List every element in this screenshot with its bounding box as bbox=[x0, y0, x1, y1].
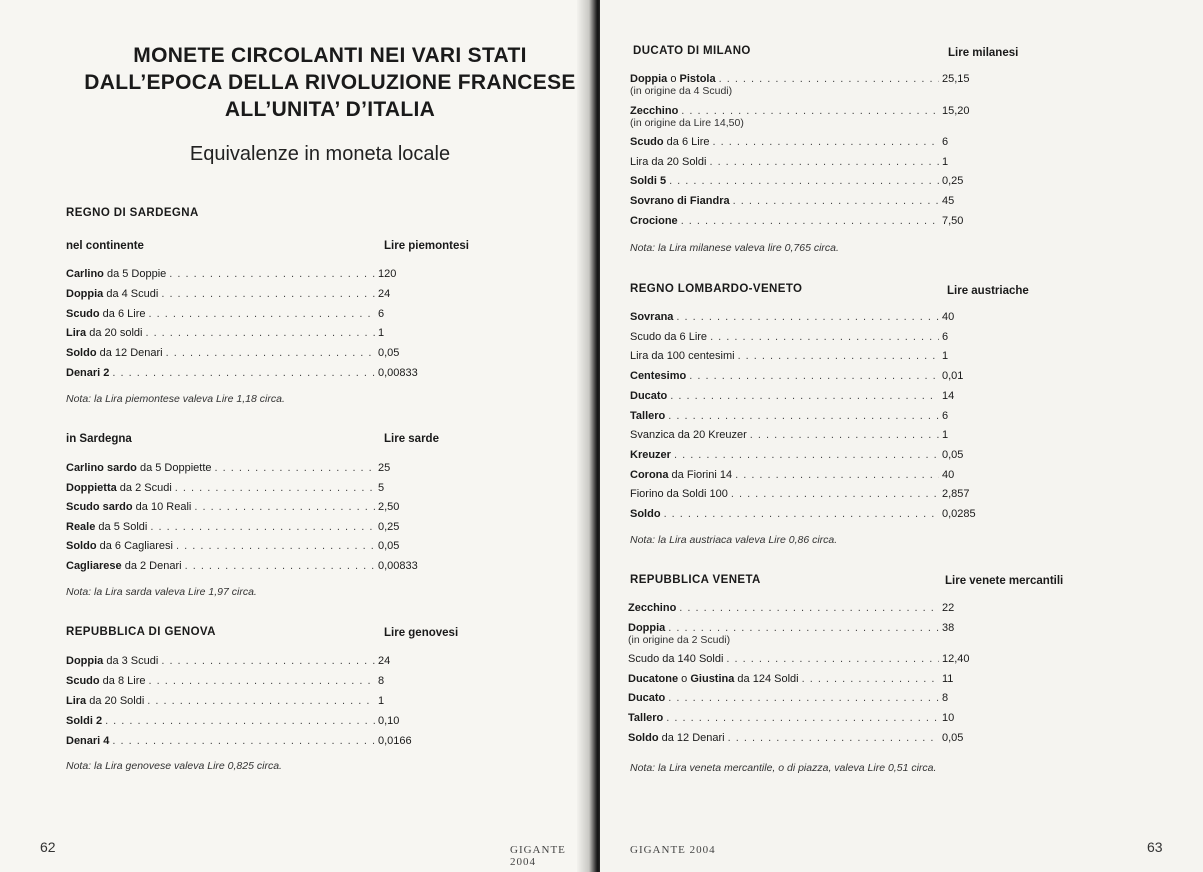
page-number-left: 62 bbox=[40, 839, 56, 855]
coin-name-bold: Ducatone bbox=[628, 672, 679, 685]
coin-name bbox=[66, 287, 158, 301]
page-title bbox=[40, 42, 620, 123]
coin-row bbox=[66, 346, 426, 360]
note-genovese: Nota: la Lira genovese valeva Lire 0,825 circa. bbox=[66, 760, 282, 772]
coin-row bbox=[628, 621, 990, 635]
coin-row bbox=[66, 694, 426, 708]
coin-name-plain: da 20 Soldi bbox=[86, 695, 145, 707]
coin-value: 0,00833 bbox=[378, 559, 418, 572]
coin-name bbox=[630, 349, 735, 363]
coin-value: 0,25 bbox=[378, 520, 400, 533]
coin-name bbox=[66, 481, 172, 495]
coin-row bbox=[66, 539, 426, 553]
coin-note: (in origine da 4 Scudi) bbox=[630, 85, 733, 97]
subsection-label-sardegna: in Sardegna bbox=[66, 433, 132, 445]
coin-name bbox=[628, 691, 665, 705]
coin-name-plain: da 3 Scudi bbox=[103, 655, 159, 667]
coin-name bbox=[66, 461, 212, 475]
coin-name-bold: Soldi 5 bbox=[630, 175, 667, 188]
coin-name bbox=[66, 326, 142, 340]
coin-name-plain: da 5 Doppiette bbox=[136, 462, 212, 474]
coin-name-bold: Doppia bbox=[66, 655, 104, 667]
coin-name-bold: Carlino sardo bbox=[66, 462, 137, 474]
coin-name-bold: Tallero bbox=[628, 712, 664, 724]
coin-name bbox=[628, 621, 665, 635]
dot-leader bbox=[689, 369, 939, 383]
coin-name-plain: da 6 Lire bbox=[663, 136, 710, 149]
coin-value: 1 bbox=[378, 327, 385, 340]
coin-row bbox=[66, 559, 426, 573]
coin-name-plain: da 5 Doppie bbox=[103, 268, 167, 280]
currency-header-milanesi: Lire milanesi bbox=[948, 47, 1019, 59]
coin-value: 38 bbox=[942, 621, 955, 634]
page-number-right: 63 bbox=[1147, 839, 1163, 855]
coin-value: 6 bbox=[378, 307, 385, 320]
coin-name-plain: da 12 Denari bbox=[96, 347, 163, 360]
coin-row bbox=[630, 349, 990, 363]
coin-value: 0,0166 bbox=[378, 735, 412, 747]
coin-name-plain: o bbox=[678, 672, 691, 685]
coin-name-bold: Doppia bbox=[628, 621, 666, 634]
coin-name-bold: Zecchino bbox=[628, 602, 677, 614]
dot-leader bbox=[726, 652, 939, 666]
coin-row bbox=[630, 330, 990, 344]
coin-name bbox=[66, 674, 146, 688]
coin-row bbox=[630, 369, 990, 383]
coin-name-bold: Corona bbox=[630, 468, 669, 481]
coin-name bbox=[628, 601, 676, 615]
coin-value: 25,15 bbox=[942, 73, 970, 85]
coin-name-plain: da 124 Soldi bbox=[734, 672, 799, 685]
coin-name-plain: o bbox=[667, 73, 680, 85]
coin-name bbox=[66, 539, 173, 553]
note-austriaca: Nota: la Lira austriaca valeva Lire 0,86 circa. bbox=[630, 534, 838, 546]
coin-name-plain: Scudo da 6 Lire bbox=[630, 330, 708, 343]
coin-value: 1 bbox=[942, 155, 949, 168]
title-line: ALL’UNITA’ D’ITALIA bbox=[224, 98, 436, 121]
currency-header-venete: Lire venete mercantili bbox=[945, 575, 1064, 587]
coin-name-plain: da 10 Reali bbox=[132, 501, 192, 513]
dot-leader bbox=[215, 461, 375, 475]
coin-value: 0,05 bbox=[378, 540, 400, 552]
coin-name bbox=[66, 366, 109, 380]
coin-name-bold: Scudo sardo bbox=[66, 501, 133, 513]
coin-name bbox=[630, 194, 730, 208]
coin-name-bold: Soldo bbox=[66, 540, 97, 552]
section-heading-veneta: REPUBBLICA VENETA bbox=[630, 574, 761, 586]
dot-leader bbox=[674, 448, 939, 462]
dot-leader bbox=[668, 621, 939, 635]
section-heading-lombardo-veneto: REGNO LOMBARDO-VENETO bbox=[630, 283, 803, 295]
coin-name bbox=[630, 468, 732, 482]
coin-name bbox=[66, 694, 144, 708]
coin-value: 1 bbox=[378, 695, 385, 707]
coin-value: 0,10 bbox=[378, 715, 400, 727]
coin-row bbox=[628, 672, 990, 686]
coin-name bbox=[630, 72, 716, 86]
coin-row bbox=[630, 214, 990, 228]
coin-name bbox=[630, 214, 678, 228]
coin-value: 8 bbox=[942, 692, 949, 705]
coin-value: 40 bbox=[942, 311, 955, 323]
dot-leader bbox=[668, 691, 939, 705]
coin-value: 0,0285 bbox=[942, 508, 976, 520]
coin-row bbox=[66, 500, 426, 514]
coin-name bbox=[66, 654, 158, 668]
dot-leader bbox=[713, 135, 940, 149]
coin-value: 0,05 bbox=[378, 347, 400, 360]
coin-name-bold: Sovrana bbox=[630, 311, 674, 323]
coin-name bbox=[66, 500, 191, 514]
coin-row bbox=[66, 654, 426, 668]
coin-name-bold: Giustina bbox=[690, 672, 735, 685]
coin-name bbox=[66, 559, 182, 573]
coin-value: 24 bbox=[378, 655, 391, 667]
coin-value: 0,05 bbox=[942, 731, 964, 744]
coin-row bbox=[630, 194, 990, 208]
coin-name-bold: Denari 4 bbox=[66, 735, 110, 747]
coin-row bbox=[628, 711, 990, 725]
coin-name-bold: Ducato bbox=[630, 389, 668, 402]
coin-name bbox=[630, 310, 673, 324]
coin-row bbox=[66, 267, 426, 281]
coin-value: 1 bbox=[942, 350, 949, 363]
dot-leader bbox=[145, 326, 375, 340]
coin-name-bold: Crocione bbox=[630, 214, 678, 227]
dot-leader bbox=[185, 559, 375, 573]
dot-leader bbox=[664, 507, 939, 521]
coin-value: 0,25 bbox=[942, 175, 964, 188]
dot-leader bbox=[670, 389, 939, 403]
coin-name-plain: Fiorino da Soldi 100 bbox=[630, 488, 728, 501]
coin-name-bold: Scudo bbox=[66, 307, 100, 320]
coin-row bbox=[630, 507, 990, 521]
coin-name-plain: Lira da 20 Soldi bbox=[630, 155, 707, 168]
coin-value: 25 bbox=[378, 462, 391, 474]
dot-leader bbox=[194, 500, 375, 514]
coin-value: 0,05 bbox=[942, 448, 964, 461]
currency-header-genovesi: Lire genovesi bbox=[384, 627, 459, 639]
currency-header-piemontesi: Lire piemontesi bbox=[384, 240, 469, 252]
dot-leader bbox=[105, 714, 375, 728]
dot-leader bbox=[728, 731, 939, 745]
title-line: MONETE CIRCOLANTI NEI VARI STATI bbox=[133, 44, 527, 67]
dot-leader bbox=[161, 654, 375, 668]
coin-value: 0,00833 bbox=[378, 367, 418, 379]
coin-name-bold: Doppia bbox=[630, 73, 668, 85]
coin-name bbox=[66, 734, 109, 748]
section-heading-genova: REPUBBLICA DI GENOVA bbox=[66, 626, 216, 638]
coin-name bbox=[628, 672, 799, 686]
coin-row bbox=[630, 468, 990, 482]
coin-name-plain: da 8 Lire bbox=[99, 675, 146, 687]
page-subtitle: Equivalenze in moneta locale bbox=[189, 143, 451, 165]
dot-leader bbox=[150, 520, 375, 534]
coin-name bbox=[66, 714, 102, 728]
coin-name bbox=[630, 330, 707, 344]
coin-value: 5 bbox=[378, 481, 385, 494]
coin-name bbox=[628, 652, 723, 666]
coin-name-plain: da 2 Denari bbox=[121, 559, 182, 572]
coin-name-bold: Reale bbox=[66, 520, 96, 533]
coin-value: 12,40 bbox=[942, 653, 970, 666]
coin-row bbox=[66, 326, 426, 340]
coin-name bbox=[630, 448, 671, 462]
dot-leader bbox=[147, 694, 375, 708]
coin-value: 1 bbox=[942, 429, 949, 442]
coin-value: 40 bbox=[942, 468, 955, 481]
note-sarda: Nota: la Lira sarda valeva Lire 1,97 circa. bbox=[66, 586, 257, 598]
dot-leader bbox=[750, 428, 939, 442]
coin-name bbox=[630, 104, 678, 118]
coin-value: 24 bbox=[378, 287, 391, 300]
coin-name-bold: Soldi 2 bbox=[66, 715, 103, 727]
coin-row bbox=[628, 652, 990, 666]
coin-value: 2,857 bbox=[942, 488, 970, 501]
coin-name-plain: da 12 Denari bbox=[658, 731, 725, 744]
coin-name-bold: Scudo bbox=[630, 136, 664, 149]
coin-row bbox=[628, 601, 990, 615]
coin-name bbox=[628, 711, 663, 725]
coin-name-bold: Carlino bbox=[66, 268, 104, 280]
coin-name bbox=[630, 428, 747, 442]
coin-row bbox=[66, 307, 426, 321]
dot-leader bbox=[166, 346, 375, 360]
coin-name-bold: Lira bbox=[66, 695, 87, 707]
coin-name bbox=[66, 307, 146, 321]
coin-row bbox=[66, 481, 426, 495]
coin-row bbox=[628, 691, 990, 705]
coin-name bbox=[66, 520, 147, 534]
coin-row bbox=[66, 734, 426, 748]
dot-leader bbox=[676, 310, 939, 324]
coin-note: (in origine da Lire 14,50) bbox=[630, 116, 744, 129]
coin-name bbox=[630, 389, 667, 403]
coin-name bbox=[66, 346, 163, 360]
section-heading-milano: DUCATO DI MILANO bbox=[633, 45, 751, 57]
coin-row bbox=[630, 174, 990, 188]
subsection-label-continente: nel continente bbox=[66, 240, 144, 252]
coin-name-plain: da 6 Cagliaresi bbox=[96, 540, 173, 552]
coin-row bbox=[630, 72, 990, 86]
dot-leader bbox=[669, 174, 939, 188]
coin-name-plain: da 20 soldi bbox=[86, 327, 143, 340]
coin-name-bold: Scudo bbox=[66, 675, 100, 687]
dot-leader bbox=[733, 194, 939, 208]
coin-value: 45 bbox=[942, 195, 955, 207]
dot-leader bbox=[169, 267, 375, 281]
coin-row bbox=[66, 714, 426, 728]
coin-name-bold: Ducato bbox=[628, 692, 666, 705]
note-piemontese: Nota: la Lira piemontese valeva Lire 1,18 circa. bbox=[66, 393, 285, 405]
dot-leader bbox=[176, 539, 375, 553]
coin-row bbox=[630, 135, 990, 149]
coin-row bbox=[628, 731, 990, 745]
coin-name-bold: Kreuzer bbox=[630, 448, 671, 461]
coin-name-bold: Centesimo bbox=[630, 370, 687, 383]
coin-note: (in origine da 2 Scudi) bbox=[628, 633, 731, 646]
coin-row bbox=[630, 389, 990, 403]
dot-leader bbox=[175, 481, 375, 495]
dot-leader bbox=[802, 672, 939, 686]
coin-row bbox=[66, 366, 426, 380]
dot-leader bbox=[161, 287, 375, 301]
coin-name bbox=[630, 409, 665, 423]
coin-value: 6 bbox=[942, 409, 949, 422]
coin-value: 14 bbox=[942, 389, 955, 402]
coin-name bbox=[630, 507, 661, 521]
coin-name-bold: Soldo bbox=[66, 347, 97, 360]
coin-name bbox=[630, 487, 728, 501]
running-footer-left: GIGANTE 2004 bbox=[510, 844, 566, 868]
coin-name bbox=[630, 369, 686, 383]
dot-leader bbox=[149, 674, 376, 688]
coin-row bbox=[630, 448, 990, 462]
coin-value: 6 bbox=[942, 330, 949, 343]
dot-leader bbox=[112, 734, 375, 748]
coin-name-bold: Doppia bbox=[66, 287, 104, 300]
coin-name-plain: da Fiorini 14 bbox=[668, 468, 733, 481]
coin-name-plain: Lira da 100 centesimi bbox=[630, 350, 735, 363]
section-heading-sardegna: REGNO DI SARDEGNA bbox=[66, 207, 199, 219]
coin-row bbox=[66, 287, 426, 301]
note-veneta: Nota: la Lira veneta mercantile, o di piazza, valeva Lire 0,51 circa. bbox=[630, 762, 937, 774]
coin-name-bold: Soldo bbox=[630, 508, 661, 520]
coin-row bbox=[66, 461, 426, 475]
coin-name-bold: Cagliarese bbox=[66, 559, 122, 572]
dot-leader bbox=[709, 155, 939, 169]
coin-name bbox=[66, 267, 166, 281]
coin-value: 10 bbox=[942, 712, 955, 724]
coin-value: 120 bbox=[378, 268, 397, 280]
coin-value: 2,50 bbox=[378, 501, 400, 513]
dot-leader bbox=[681, 214, 939, 228]
coin-name-plain: da 6 Lire bbox=[99, 307, 146, 320]
dot-leader bbox=[681, 104, 939, 118]
currency-header-austriache: Lire austriache bbox=[947, 285, 1029, 297]
coin-value: 8 bbox=[378, 675, 385, 687]
coin-name-plain: Scudo da 140 Soldi bbox=[628, 653, 724, 666]
coin-name-bold: Lira bbox=[66, 327, 87, 340]
coin-name-bold: Sovrano di Fiandra bbox=[630, 195, 730, 207]
dot-leader bbox=[666, 711, 939, 725]
dot-leader bbox=[679, 601, 939, 615]
coin-value: 6 bbox=[942, 136, 949, 149]
title-line: DALL’EPOCA DELLA RIVOLUZIONE FRANCESE bbox=[84, 71, 576, 94]
coin-row bbox=[630, 310, 990, 324]
coin-name bbox=[630, 155, 706, 169]
coin-name-plain: da 5 Soldi bbox=[95, 520, 148, 533]
coin-value: 15,20 bbox=[942, 104, 970, 117]
coin-row bbox=[630, 155, 990, 169]
coin-name bbox=[630, 174, 666, 188]
coin-value: 0,01 bbox=[942, 370, 964, 383]
coin-name bbox=[630, 135, 710, 149]
coin-row bbox=[630, 428, 990, 442]
dot-leader bbox=[149, 307, 376, 321]
coin-name-plain: Svanzica da 20 Kreuzer bbox=[630, 429, 747, 442]
coin-name-bold: Doppietta bbox=[66, 481, 117, 494]
coin-value: 11 bbox=[942, 672, 954, 685]
coin-row bbox=[66, 674, 426, 688]
coin-name-bold: Zecchino bbox=[630, 104, 679, 117]
dot-leader bbox=[710, 330, 939, 344]
coin-value: 7,50 bbox=[942, 214, 964, 227]
currency-header-sarde: Lire sarde bbox=[384, 433, 439, 445]
coin-row bbox=[630, 487, 990, 501]
note-milanese: Nota: la Lira milanese valeva lire 0,765 circa. bbox=[630, 242, 839, 254]
coin-name-bold: Denari 2 bbox=[66, 367, 110, 379]
coin-name-bold: Soldo bbox=[628, 731, 659, 744]
dot-leader bbox=[668, 409, 939, 423]
coin-name-plain: da 2 Scudi bbox=[116, 481, 172, 494]
coin-name-bold: Tallero bbox=[630, 409, 666, 422]
dot-leader bbox=[738, 349, 939, 363]
dot-leader bbox=[112, 366, 375, 380]
coin-row bbox=[630, 409, 990, 423]
coin-row bbox=[630, 104, 990, 118]
dot-leader bbox=[719, 72, 939, 86]
coin-value: 22 bbox=[942, 602, 955, 614]
coin-row bbox=[66, 520, 426, 534]
coin-name-plain: da 4 Scudi bbox=[103, 287, 159, 300]
coin-name-bold: Pistola bbox=[679, 73, 716, 85]
coin-name bbox=[628, 731, 725, 745]
dot-leader bbox=[731, 487, 939, 501]
dot-leader bbox=[735, 468, 939, 482]
running-footer-right: GIGANTE 2004 bbox=[630, 844, 716, 856]
